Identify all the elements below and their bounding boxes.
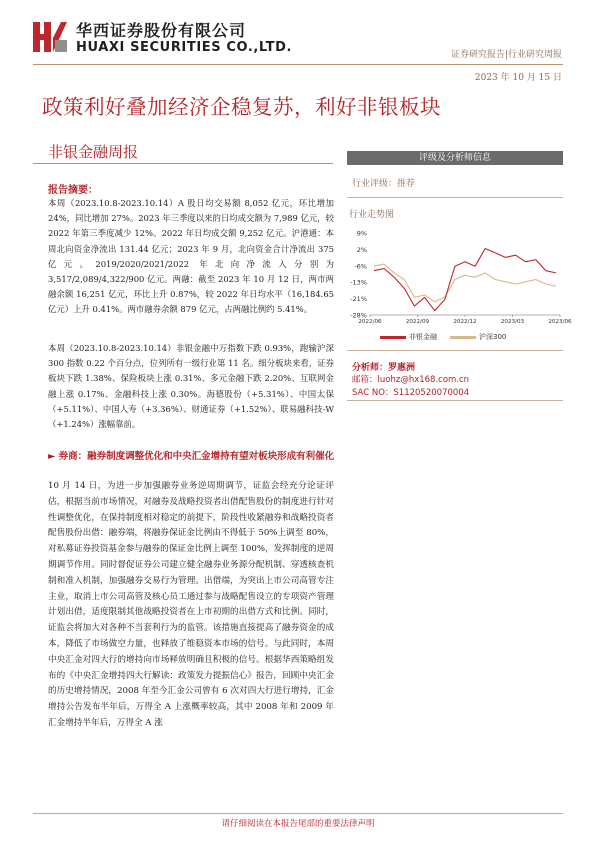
series-line (374, 249, 556, 311)
y-tick-label: -6% (354, 262, 367, 271)
rating-analyst-header: 评级及分析师信息 (347, 151, 563, 165)
rating-value: 推荐 (397, 179, 416, 189)
analyst-email[interactable] (352, 373, 469, 385)
analyst-line (352, 360, 415, 373)
industry-trend-chart (340, 223, 572, 341)
legend-item-hs300 (450, 332, 506, 342)
legend-label: 非银金融 (409, 333, 437, 341)
report-title: 政策利好叠加经济企稳复苏，利好非银板块 (42, 95, 441, 119)
report-date: 2023 年 10 月 15 日 (474, 73, 562, 83)
x-tick-label: 2022/09 (405, 319, 430, 325)
report-type: 证券研究报告|行业研究周报 (450, 50, 562, 60)
footer-disclaimer: 请仔细阅读在本报告尾部的重要法律声明 (221, 819, 375, 829)
email-link[interactable]: luohz@hx168.com.cn (377, 375, 470, 385)
x-tick-label: 2022/06 (358, 319, 382, 325)
sidebar-divider (347, 350, 563, 351)
trend-chart-label: 行业走势图 (349, 210, 395, 220)
rating-label: 行业评级： (352, 179, 398, 189)
industry-rating (352, 176, 415, 189)
y-tick-label: -13% (350, 278, 367, 287)
x-tick-label: 2023/06 (548, 319, 572, 325)
body-paragraph-brokers: 10 月 14 日，为进一步加强融券业务逆周期调节，证监会经充分论证评估，根据当前市场情况，对融券及战略投资者出借配售股份的制度进行针对性调整优化，在保持制度相对稳定的前提下，阶段性收紧融券和战略投资者配售股份出借：融券端，将融券保证金比例由不得低于 50%上调至 80%，对私募证券投资基金参与融券的保证金比例上调至 100%，发挥制度的逆周期调节作用。同时督促证券公司建立健全融券业务源分配机制、穿透核查机制和准入机制，加强融券交易行为管理。出借端，为突出上市公司高管专注主业，取消上市公司高管及核心员工通过参与战略配售设立的专项资产管理计划出借，适度限制其他战略投资者在上市初期的出借方式和比例。同时，证监会将加大对各种不当套利行为的监管。该措施直接提高了融券资金的成本，降低了市场做空力量，也释放了维稳资本市场的信号。与此同时，本周中央汇金对四大行的增持向市场释放明确且积极的信号。根据华西策略组发布的《中央汇金增持四大行解读：政策发力提振信心》报告，回顾中央汇金的历史增持情况，2008 年至今汇金公司曾有 6 次对四大行进行增持，汇金增持公告发布半年后，万得全 A 上涨概率较高，其中 2008 年和 2009 年汇金增持半年后，万得全 A 涨 (48, 481, 334, 728)
subtitle-divider (33, 163, 333, 164)
email-label: 邮箱： (352, 375, 378, 385)
legend-label: 沪深300 (479, 333, 507, 341)
analyst-label: 分析师： (352, 363, 389, 373)
chart-legend (380, 332, 560, 344)
sidebar-divider (347, 400, 563, 401)
legend-swatch (450, 336, 476, 339)
abstract-title: 报告摘要： (48, 185, 98, 196)
x-tick-label: 2022/12 (453, 319, 477, 325)
company-name-cn: 华西证券股份有限公司 (76, 21, 247, 40)
legend-item-nonbank (380, 332, 437, 342)
report-subtitle: 非银金融周报 (48, 143, 139, 161)
company-logo-icon (33, 20, 67, 54)
y-tick-label: -21% (350, 295, 367, 304)
y-tick-label: 9% (356, 229, 367, 238)
analyst-name: 罗惠洲 (388, 363, 416, 373)
sac-number: SAC NO：S1120520070004 (352, 388, 470, 398)
footer-divider (33, 813, 563, 814)
section-heading-brokers: ► 券商：融券制度调整优化和中央汇金增持有望对板块形成有利催化 (48, 451, 335, 462)
header-divider (33, 64, 563, 65)
sidebar-divider (347, 197, 563, 198)
abstract-paragraph-market: 本周（2023.10.8-2023.10.14）A 股日均交易额 8,052 亿元，环比增加 24%，同比增加 27%。2023 年三季度以来的日均成交额为 7,989 亿元，较 2022 年第三季度减少 12%。2022 年日均成交额 9,252 亿元。沪港通：本周北向资金净流出 131.44 亿元；2023 年 9 月，北向资金合计净流出 375 亿元。2019/2020/2021/2022 年北向净流入分别为 3,517/2,089/4,322/900 亿元。两融：截至 2023 年 10 月 12 日，两市两融余额 16,251 亿元，环比上升 0.87%，较 2022 年日均水平（16,184.65 亿元）上升 0.41%。两市融券余额 879 亿元，占两融比例约 5.41%。 (48, 198, 334, 315)
x-tick-label: 2023/03 (500, 319, 525, 325)
series-line (374, 264, 556, 302)
abstract-paragraph-index: 本周（2023.10.8-2023.10.14）非银金融中万指数下跌 0.93%，跑输沪深 300 指数 0.22 个百分点，位列所有一级行业第 11 名。细分板块来看，证券板块下跌 1.38%、保险板块上涨 0.31%、多元金融下跌 2.20%、互联网金融上涨 0.17%、金融科技上涨 0.30%。海德股份（+5.31%）、中国太保（+5.11%）、中国人寿（+3.36%）、财通证券（+1.52%）、联易融科技-W（+1.24%）涨幅靠前。 (48, 343, 334, 430)
y-tick-label: 2% (356, 245, 367, 254)
y-tick-label: -28% (350, 311, 367, 320)
company-name-en: HUAXI SECURITIES CO.,LTD. (76, 40, 293, 55)
legend-swatch (380, 336, 406, 339)
